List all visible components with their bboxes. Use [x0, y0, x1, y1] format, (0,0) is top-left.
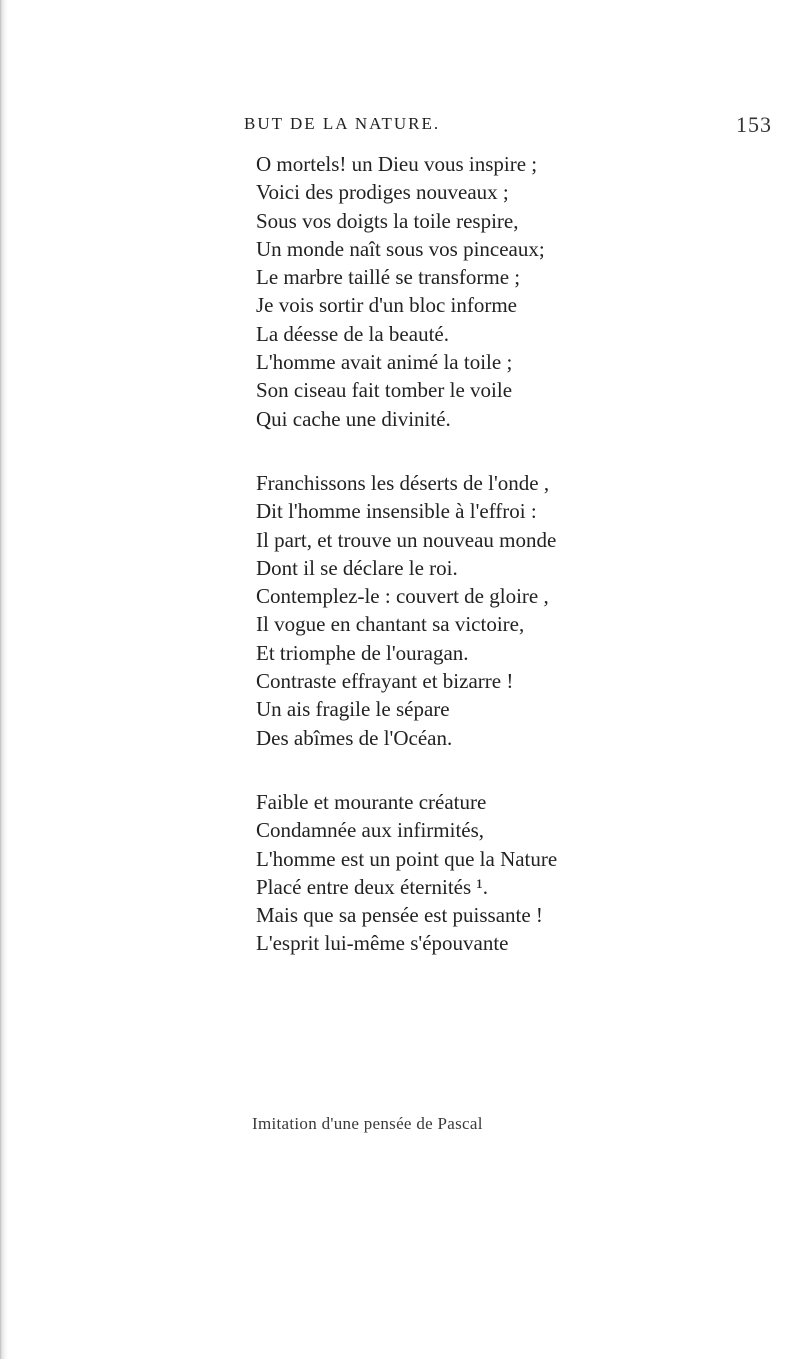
stanza-1: [256, 150, 776, 433]
verse-line: O mortels! un Dieu vous inspire ;: [256, 152, 538, 176]
running-title: BUT DE LA NATURE.: [244, 114, 441, 133]
verse-line: Et triomphe de l'ouragan.: [256, 640, 469, 665]
verse-line: L'esprit lui-même s'épouvante: [256, 931, 509, 956]
verse-line: Placé entre deux éternités ¹.: [256, 874, 488, 899]
verse-line: Voici des prodiges nouveaux ;: [256, 180, 509, 205]
verse-line: Dont il se déclare le roi.: [256, 555, 458, 580]
verse-line: Son ciseau fait tomber le voile: [256, 378, 513, 403]
page-edge-shadow: [0, 0, 8, 1359]
verse-line: Mais que sa pensée est puissante !: [256, 903, 543, 928]
running-head: [0, 114, 800, 144]
verse-line: L'homme avait animé la toile ;: [256, 350, 513, 375]
verse-line: Un monde naît sous vos pinceaux;: [256, 236, 545, 261]
verse-line: Faible et mourante créature: [256, 789, 487, 814]
verse-line: Je vois sortir d'un bloc informe: [256, 293, 517, 318]
verse-line: Des abîmes de l'Océan.: [256, 725, 453, 750]
verse-line: La déesse de la beauté.: [256, 321, 449, 346]
verse-line: Il part, et trouve un nouveau monde: [256, 527, 557, 552]
verse-line: Le marbre taillé se transforme ;: [256, 265, 521, 290]
verse-line: Qui cache une divinité.: [256, 406, 451, 431]
stanza-2: [256, 469, 776, 752]
verse-line: L'homme est un point que la Nature: [256, 846, 558, 871]
verse-line: Dit l'homme insensible à l'effroi :: [256, 499, 537, 524]
verse-line: Contraste effrayant et bizarre !: [256, 669, 514, 694]
verse-line: Condamnée aux infirmités,: [256, 818, 485, 843]
verse-line: Sous vos doigts la toile respire,: [256, 208, 519, 233]
verse-line: Un ais fragile le sépare: [256, 697, 450, 722]
verse-line: Franchissons les déserts de l'onde ,: [256, 470, 550, 495]
stanza-3: [256, 788, 776, 958]
verse-line: Contemplez-le : couvert de gloire ,: [256, 584, 549, 609]
footnote: Imitation d'une pensée de Pascal: [252, 1114, 483, 1133]
verse-line: Il vogue en chantant sa victoire,: [256, 612, 525, 637]
page-number: 153: [736, 112, 772, 137]
poem-body: [256, 150, 776, 958]
